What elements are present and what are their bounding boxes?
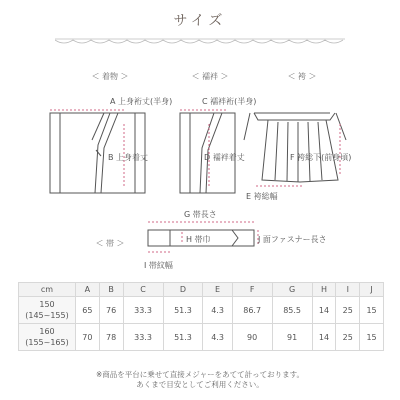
size-value: 160 <box>39 327 55 336</box>
size-cell <box>19 324 76 351</box>
table-header: I <box>336 283 360 297</box>
table-cell: 78 <box>99 324 123 351</box>
section-juban: ＜ 襦袢 ＞ <box>191 72 229 81</box>
table-cell: 15 <box>360 324 384 351</box>
table-cell: 14 <box>312 324 336 351</box>
note-line: あくまで目安としてご利用ください。 <box>136 380 264 389</box>
table-row <box>19 297 384 324</box>
section-obi: ＜ 帯 ＞ <box>95 239 125 248</box>
table-header: H <box>312 283 336 297</box>
table-row <box>19 324 384 351</box>
hakama-diagram <box>244 113 346 182</box>
label-c: C 襦袢裄(半身) <box>202 97 257 106</box>
label-a: A 上身裄丈(半身) <box>110 97 173 106</box>
table-cell: 86.7 <box>232 297 272 324</box>
label-g: G 帯長さ <box>184 210 217 219</box>
table-cell: 25 <box>336 297 360 324</box>
size-range: (145~155) <box>25 311 69 320</box>
table-header-unit: cm <box>19 283 76 297</box>
table-header: F <box>232 283 272 297</box>
table-header: A <box>76 283 100 297</box>
table-cell: 85.5 <box>272 297 312 324</box>
table-cell: 76 <box>99 297 123 324</box>
note-line: ※商品を平台に乗せて直接メジャーをあてて計っております。 <box>95 370 305 379</box>
table-cell: 15 <box>360 297 384 324</box>
table-cell: 90 <box>232 324 272 351</box>
table-cell: 65 <box>76 297 100 324</box>
table-cell: 33.3 <box>123 324 163 351</box>
table-cell: 91 <box>272 324 312 351</box>
table-header: G <box>272 283 312 297</box>
table-header: C <box>123 283 163 297</box>
table-cell: 70 <box>76 324 100 351</box>
table-cell: 51.3 <box>163 324 203 351</box>
label-e: E 袴総幅 <box>246 192 278 201</box>
size-range: (155~165) <box>25 338 69 347</box>
table-cell: 51.3 <box>163 297 203 324</box>
table-cell: 4.3 <box>203 297 232 324</box>
table-header: J <box>360 283 384 297</box>
table-header: D <box>163 283 203 297</box>
table-cell: 4.3 <box>203 324 232 351</box>
table-header: B <box>99 283 123 297</box>
label-h: H 帯巾 <box>186 235 211 244</box>
table-header: E <box>203 283 232 297</box>
section-hakama: ＜ 袴 ＞ <box>287 72 317 81</box>
section-kimono: ＜ 着物 ＞ <box>91 72 129 81</box>
label-f: F 袴総下(前身頃) <box>290 153 352 162</box>
label-b: B 上身着丈 <box>108 153 149 162</box>
label-d: D 襦袢着丈 <box>204 153 245 162</box>
label-j: J 面ファスナー長さ <box>258 235 327 244</box>
table-cell: 14 <box>312 297 336 324</box>
size-table <box>18 282 384 351</box>
table-cell: 25 <box>336 324 360 351</box>
size-value: 150 <box>39 300 55 309</box>
table-cell: 33.3 <box>123 297 163 324</box>
measurement-notes <box>0 370 400 390</box>
label-i: I 帯紋幅 <box>144 261 173 270</box>
size-cell <box>19 297 76 324</box>
page-title: サイズ <box>173 13 227 29</box>
table-header-row <box>19 283 384 297</box>
